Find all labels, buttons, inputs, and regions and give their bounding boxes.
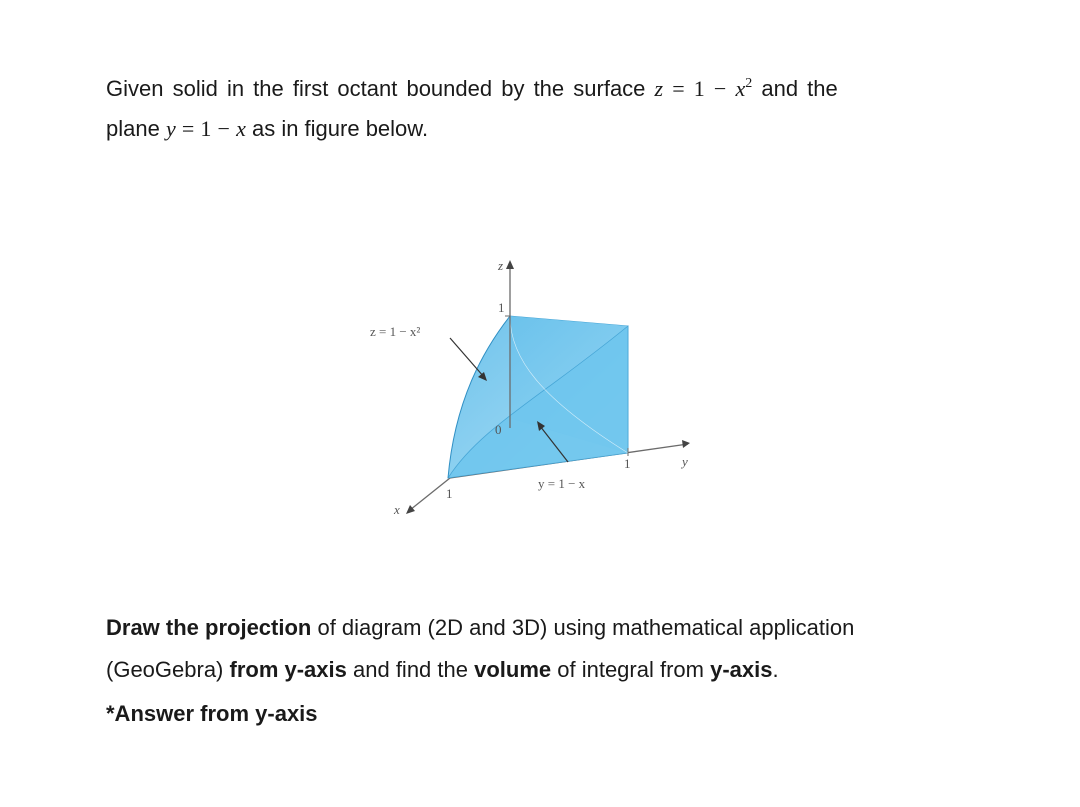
x-tick-label: 1 <box>446 486 453 501</box>
problem-line-2-tail: as in figure below. <box>251 116 429 141</box>
y-axis-arrow-icon <box>682 440 690 448</box>
task-line-1-text: of diagram (2D and 3D) using mathematical application <box>311 615 855 640</box>
task-line-2-text-1: (GeoGebra) <box>106 657 230 682</box>
task-line-3 <box>106 703 318 725</box>
task-line-2 <box>106 659 779 681</box>
problem-line-1-lead: Given solid in the first octant bounded by the surface <box>106 76 646 101</box>
task-line-2-text-4: . <box>772 657 779 682</box>
y-axis-label: y <box>682 454 688 469</box>
plane-equation-y: y <box>165 116 176 141</box>
task-emphasis-projection: Draw the projection <box>106 615 312 640</box>
z-axis-label: z <box>498 258 504 273</box>
surface-equation-minus: − <box>713 76 727 101</box>
surface-equation-z: z <box>654 76 664 101</box>
surface-equation-one: 1 <box>693 76 705 101</box>
problem-line-1 <box>106 73 838 100</box>
plane-equation-minus: − <box>217 116 230 141</box>
problem-line-1-tail: and the <box>761 76 838 101</box>
task-line-1 <box>106 617 854 639</box>
surface-equation-exponent: 2 <box>745 76 753 91</box>
surface-pointer-line <box>450 338 484 377</box>
task-emphasis-y-axis: y-axis <box>710 657 773 682</box>
surface-equation-x: x <box>735 76 746 101</box>
task-answer-note: *Answer from y-axis <box>106 701 318 726</box>
problem-line-2-lead: plane <box>106 116 160 141</box>
plane-label: y = 1 − x <box>538 476 586 491</box>
surface-equation-eq: = <box>672 76 685 101</box>
plane-equation-x: x <box>236 116 246 141</box>
z-axis-arrow-icon <box>506 260 514 269</box>
plane-equation-eq: = <box>181 116 195 141</box>
task-line-2-text-2: and find the <box>346 657 475 682</box>
problem-line-2 <box>106 118 428 140</box>
surface-label: z = 1 − x² <box>370 324 421 339</box>
x-axis-label: x <box>394 502 400 517</box>
z-tick-label: 1 <box>498 300 505 315</box>
task-emphasis-volume: volume <box>474 657 552 682</box>
y-tick-label: 1 <box>624 456 631 471</box>
plane-equation-one: 1 <box>200 116 212 141</box>
x-axis-line <box>410 478 450 510</box>
origin-label: 0 <box>495 422 502 437</box>
task-emphasis-from-y-axis: from y-axis <box>229 657 347 682</box>
solid-figure <box>360 248 720 528</box>
task-line-2-text-3: of integral from <box>551 657 711 682</box>
